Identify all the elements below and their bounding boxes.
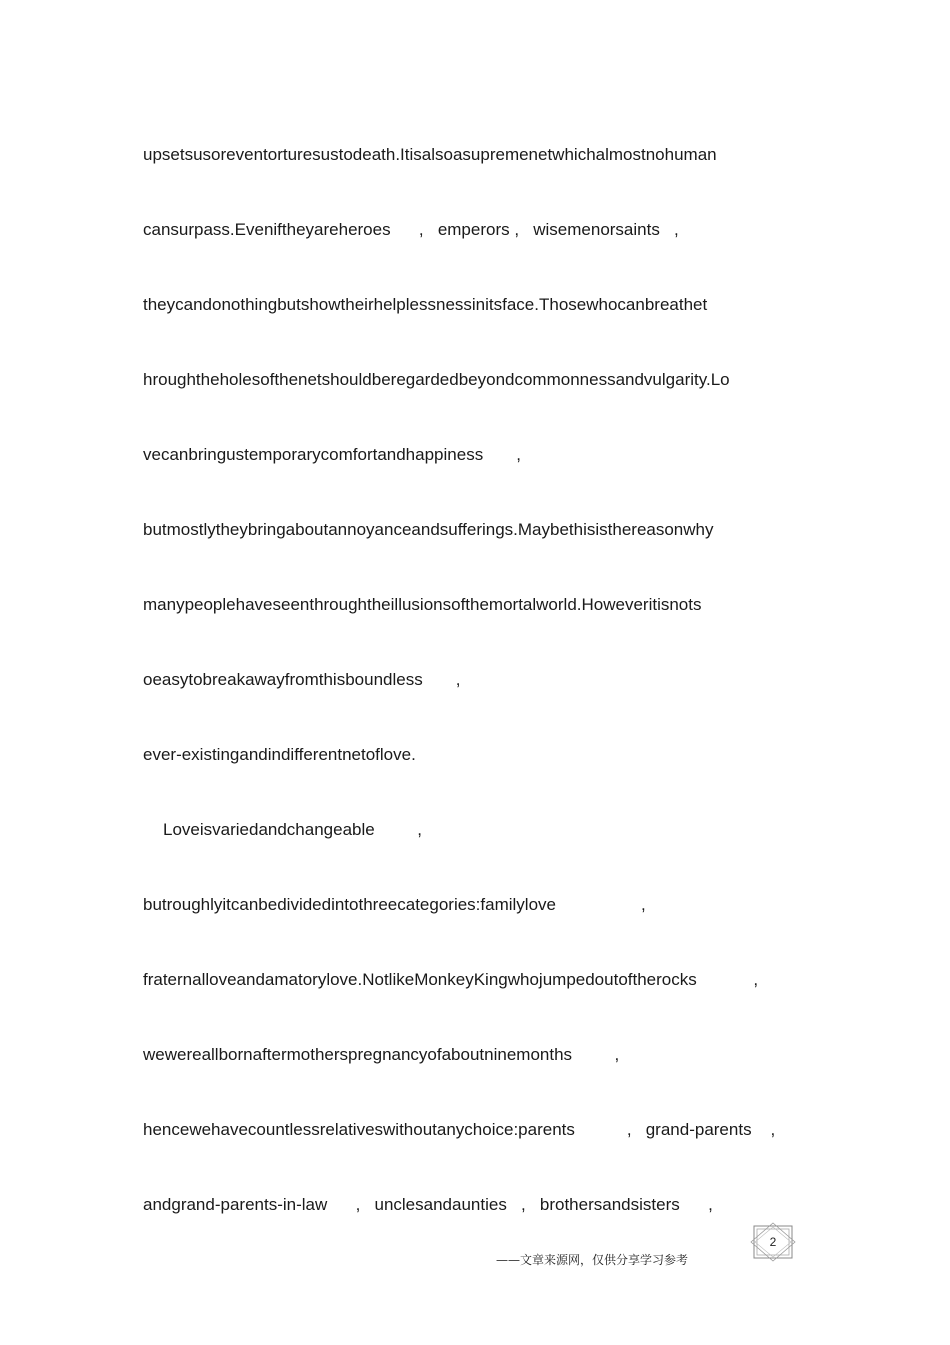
page-number: 2 bbox=[769, 1235, 777, 1249]
text-line: theycandonothingbutshowtheirhelplessnessinitsface.Thosewhocanbreathet bbox=[143, 295, 708, 314]
text-line: fraternalloveandamatorylove.NotlikeMonkeyKingwhojumpedoutoftherocks , bbox=[143, 970, 759, 989]
text-line: butmostlytheybringaboutannoyanceandsufferings.Maybethisisthereasonwhy bbox=[143, 520, 714, 539]
text-line: andgrand-parents-in-law , unclesandaunties , brothersandsisters , bbox=[143, 1195, 713, 1214]
text-line: hroughtheholesofthenetshouldberegardedbeyondcommonnessandvulgarity.Lo bbox=[143, 370, 730, 389]
page-number-badge bbox=[750, 1222, 796, 1262]
text-line: manypeoplehaveseenthroughtheillusionsofthemortalworld.Howeveritisnots bbox=[143, 595, 702, 614]
source-note: ——文章来源网，仅供分享学习参考 bbox=[496, 1253, 689, 1267]
text-line: hencewehavecountlessrelativeswithoutanychoice:parents , grand-parents , bbox=[143, 1120, 776, 1139]
text-line: ever-existingandindifferentnetoflove. bbox=[143, 745, 416, 764]
text-line: upsetsusoreventorturesustodeath.Itisalsoasupremenetwhichalmostnohuman bbox=[143, 145, 717, 164]
text-line: oeasytobreakawayfromthisboundless , bbox=[143, 670, 461, 689]
paragraph-start-line: Loveisvariedandchangeable , bbox=[163, 820, 422, 839]
text-line: vecanbringustemporarycomfortandhappiness , bbox=[143, 445, 521, 464]
text-line: butroughlyitcanbedividedintothreecategories:familylove , bbox=[143, 895, 646, 914]
text-line: cansurpass.Eveniftheyareheroes , emperors , wisemenorsaints , bbox=[143, 220, 679, 239]
text-line: wewereallbornaftermotherspregnancyofaboutninemonths , bbox=[143, 1045, 620, 1064]
